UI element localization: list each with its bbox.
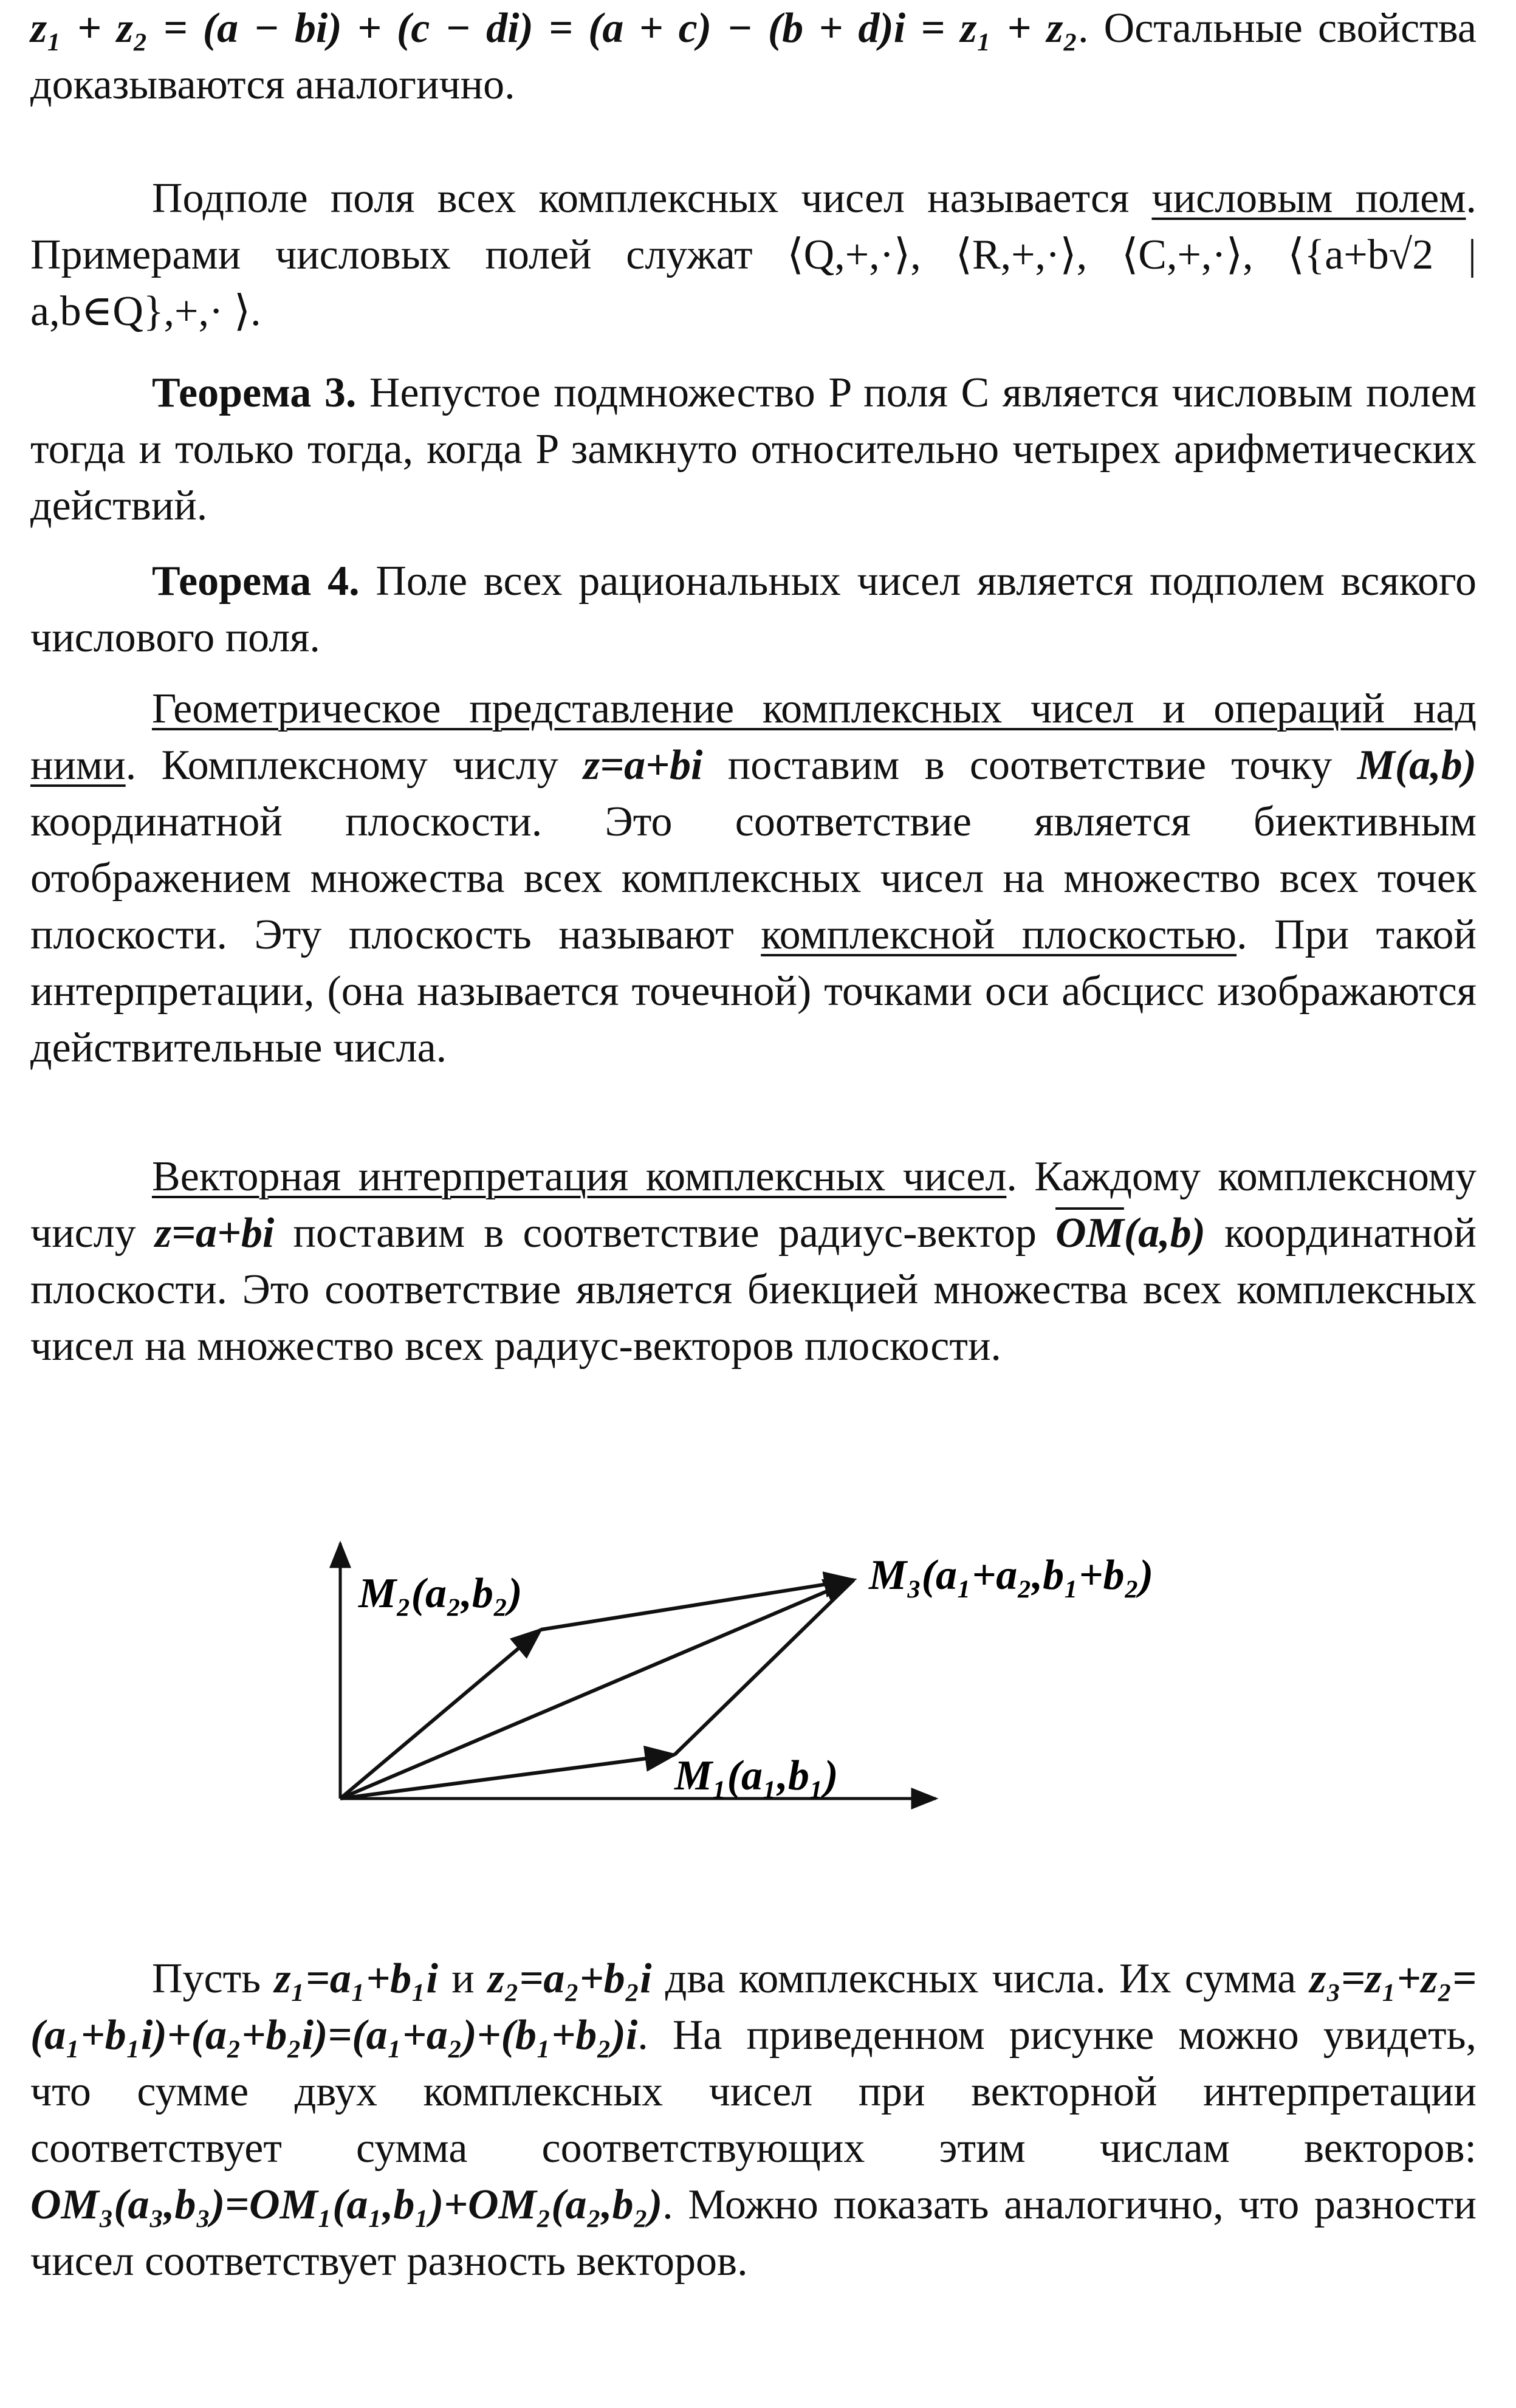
vector-sum-figure — [0, 1519, 1516, 1859]
label-m2: M₂(a₂,b₂) — [358, 1570, 523, 1617]
paragraph-text: и — [438, 1955, 488, 2002]
section-heading: Геометрическое представление комплексных чисел и операций над ними — [30, 685, 1477, 789]
term-complex-plane: комплексной плоскостью — [761, 911, 1237, 958]
paragraph-text: . Остальные свойства доказываются аналогично. — [30, 5, 1477, 108]
paragraph-text: координатной плоскости. Это соответствие является биекцией множества всех комплексных чисел на множество всех радиус-векторов плоскости. — [30, 1210, 1477, 1370]
vector-sum-formula: OM₃(a₃,b₃)=OM₁(a₁,b₁)+OM₂(a₂,b₂) — [30, 2181, 663, 2228]
paragraph-vector — [30, 1148, 1477, 1374]
complex-number: z=a+bi — [154, 1210, 275, 1257]
z1: z₁=a₁+b₁i — [274, 1955, 439, 2002]
paragraph-text: . При такой интерпретации, (она называется точечной) точками оси абсцисс изображаются действительные числа. — [30, 911, 1477, 1071]
paragraph-text: Пусть — [152, 1955, 275, 2002]
paragraph-sum — [30, 1950, 1477, 2290]
point-label: M(a,b) — [1357, 742, 1477, 789]
paragraph-text: Подполе поля всех комплексных чисел называется — [152, 175, 1152, 222]
complex-number: z=a+bi — [583, 742, 703, 789]
radius-vector: $\overline{OM}$ — [1055, 1210, 1124, 1257]
paragraph-text: координатной плоскости. Это соответствие является биективным отображением множества всех комплексных чисел на множество всех точек плоскости. Эту плоскость называют — [30, 798, 1477, 958]
paragraph-text: поставим в соответствие точку — [702, 742, 1357, 789]
theorem-label: Теорема 3. — [152, 369, 357, 416]
paragraph-text: поставим в соответствие радиус-вектор — [274, 1210, 1056, 1257]
label-m1: M₁(a₁,b₁) — [674, 1752, 839, 1799]
theorem-text: Поле всех рациональных чисел является подполем всякого числового поля. — [30, 558, 1477, 661]
theorem-label: Теорема 4. — [152, 558, 360, 605]
paragraph-text: . Можно показать аналогично, что разности чисел соответствует разность векторов. — [30, 2181, 1477, 2285]
theorem-text: Непустое подмножество P поля C является числовым полем тогда и только тогда, когда P замкнуто относительно четырех арифметических действий. — [30, 369, 1477, 529]
side-m2-m3 — [541, 1580, 854, 1630]
theorem-4 — [30, 553, 1477, 666]
paragraph-text: . На приведенном рисунке можно увидеть, что сумме двух комплексных чисел при векторной интерпретации соответствует сумма соответствующих этим числам векторов: — [30, 2012, 1477, 2172]
paragraph-conjugate-sum — [30, 0, 1477, 113]
section-heading: Векторная интерпретация комплексных чисел — [152, 1153, 1007, 1200]
vector-om2 — [340, 1630, 541, 1799]
conjugate-sum-formula: z₁ + z₂ = (a − bi) + (c − di) = (a + c) − (b + d)i = z₁ + z₂ — [30, 5, 1078, 52]
paragraph-text: . Каждому комплексному числу — [30, 1153, 1477, 1257]
theorem-3 — [30, 365, 1477, 534]
sum-formula: z₃=z₁+z₂=(a₁+b₁i)+(a₂+b₂i)=(a₁+a₂)+(b₁+b₂)i — [30, 1955, 1477, 2059]
term-numeric-field: числовым полем — [1151, 175, 1466, 222]
paragraph-text: . Примерами числовых полей служат ⟨Q,+,·⟩, ⟨R,+,·⟩, ⟨C,+,·⟩, ⟨{a+b√2 | a,b∈Q},+,· ⟩. — [30, 175, 1477, 335]
paragraph-text: . Комплексному числу — [125, 742, 584, 789]
paragraph-text: два комплексных числа. Их сумма — [651, 1955, 1310, 2002]
z2: z₂=a₂+b₂i — [487, 1955, 652, 2002]
paragraph-geometric — [30, 681, 1477, 1076]
side-m1-m3 — [674, 1580, 854, 1755]
paragraph-numeric-field — [30, 170, 1477, 340]
radius-vector-args: (a,b) — [1123, 1210, 1206, 1257]
label-m3: M₃(a₁+a₂,b₁+b₂) — [869, 1552, 1154, 1599]
